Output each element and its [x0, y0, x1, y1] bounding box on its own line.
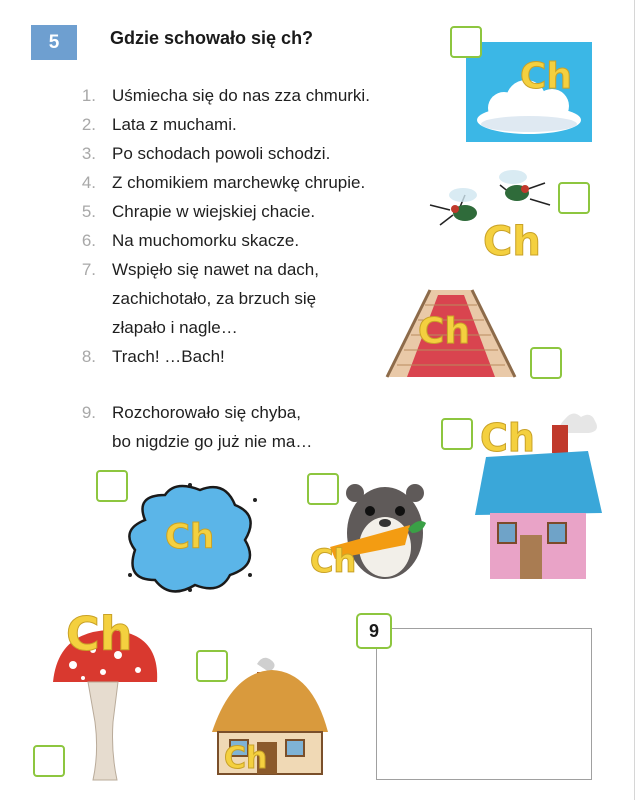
riddle-line	[72, 432, 422, 461]
line-number: 9.	[81, 403, 96, 422]
riddle-line	[72, 231, 422, 260]
answer-checkbox[interactable]	[96, 470, 128, 502]
answer-checkbox[interactable]	[450, 26, 482, 58]
line-text: Z chomikiem marchewkę chrupie.	[112, 173, 366, 192]
line-text: Rozchorowało się chyba,	[112, 403, 301, 422]
house-picture	[470, 405, 608, 585]
line-text: bo nigdzie go już nie ma…	[112, 432, 313, 451]
empty-picture-frame	[376, 628, 592, 780]
line-text: złapało i nagle…	[112, 318, 238, 337]
line-number: 4.	[81, 173, 96, 192]
riddle-line	[72, 260, 422, 289]
ch-letter: Ch	[66, 607, 133, 661]
ch-letter: Ch	[165, 517, 215, 557]
line-text: Lata z muchami.	[112, 115, 237, 134]
stairs-picture	[380, 285, 522, 382]
exercise-number-badge: 5	[31, 25, 77, 60]
page-edge	[634, 0, 635, 800]
flies-picture	[425, 165, 555, 270]
riddle-line	[72, 115, 422, 144]
line-text: Uśmiecha się do nas zza chmurki.	[112, 86, 370, 105]
riddle-line	[72, 403, 422, 432]
line-number: 2.	[81, 115, 96, 134]
cloud-picture	[466, 42, 592, 142]
riddle-line	[72, 347, 422, 376]
ch-letter: Ch	[480, 416, 535, 460]
answer-checkbox[interactable]	[33, 745, 65, 777]
line-text: Na muchomorku skacze.	[112, 231, 300, 250]
answer-checkbox[interactable]	[558, 182, 590, 214]
sneeze-cloud-picture	[115, 480, 265, 595]
line-text: Chrapie w wiejskiej chacie.	[112, 202, 316, 221]
answer-checkbox[interactable]	[196, 650, 228, 682]
answer-checkbox[interactable]	[441, 418, 473, 450]
line-number: 1.	[81, 86, 96, 105]
line-number: 3.	[81, 144, 96, 163]
line-text: Wspięło się nawet na dach,	[112, 260, 319, 279]
riddle-line	[72, 202, 422, 231]
riddle-line	[72, 144, 422, 173]
picture-number-badge: 9	[356, 613, 392, 649]
line-number: 6.	[81, 231, 96, 250]
line-number: 7.	[81, 260, 96, 279]
ch-letter: Ch	[310, 542, 357, 580]
answer-checkbox[interactable]	[530, 347, 562, 379]
line-text: Po schodach powoli schodzi.	[112, 144, 331, 163]
ch-letter: Ch	[483, 219, 541, 265]
riddle-line	[72, 318, 422, 347]
ch-letter: Ch	[520, 56, 573, 97]
ch-letter: Ch	[224, 741, 268, 776]
line-number: 5.	[81, 202, 96, 221]
line-number: 8.	[81, 347, 96, 366]
riddle-text	[72, 86, 422, 461]
line-text: zachichotało, za brzuch się	[112, 289, 317, 308]
answer-checkbox[interactable]	[307, 473, 339, 505]
riddle-line	[72, 173, 422, 202]
exercise-title: Gdzie schowało się ch?	[110, 28, 314, 48]
riddle-line	[72, 289, 422, 318]
ch-letter: Ch	[418, 311, 471, 352]
line-text: Trach! …Bach!	[112, 347, 225, 366]
riddle-line	[72, 86, 422, 115]
